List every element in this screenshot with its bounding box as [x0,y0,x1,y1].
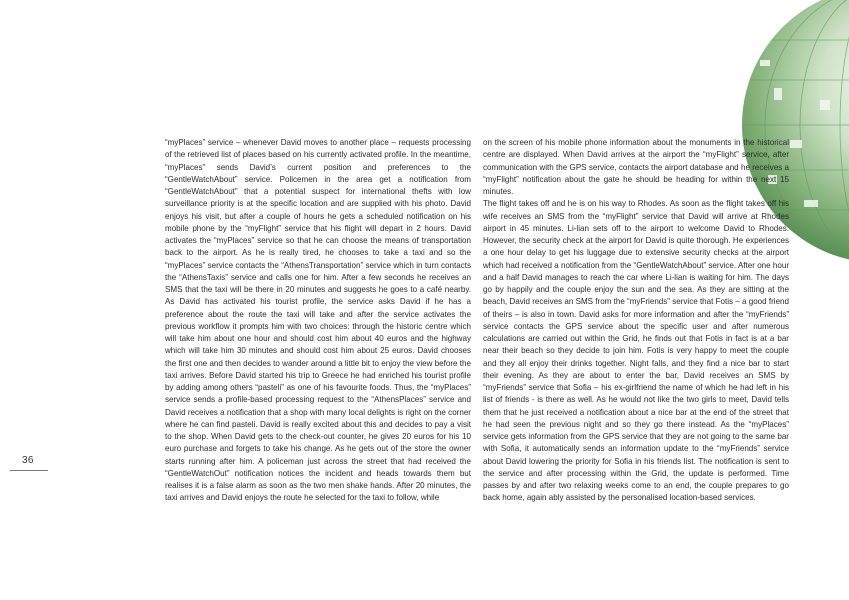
paragraph: on the screen of his mobile phone information about the monuments in the historical centre are displayed. When David arrives at the airport the “myFlight” service, after communication with the GPS service, contacts the airport database and he receives a “myFlight” notification about the gate he should be heading for within the next 15 minutes. [483,138,789,196]
left-column [165,137,471,505]
right-column [483,137,789,505]
paragraph: The flight takes off and he is on his way to Rhodes. As soon as the flight takes off his wife receives an SMS from the “myFlight” service that David will arrive at Rhodes airport in 45 minutes. Li-lian sets off to the airport to welcome David to Rhodes. However, the security check at the airport for David is quite thorough. He experiences a one hour delay to get his luggage due to extensive security checks at the airport which had received a notification from the “GentleWatchAbout” service. After one hour and a half David manages to reach the car where Li-lian is waiting for him. The days go by happily and the couple enjoy the sun and the sea. As they are sitting at the beach, David receives an SMS from the “myFriends” service that Fotis – a good friend of theirs – is also in town. David asks for more information and after the “myFriends” service contacts the GPS service about the specific user and after numerous calculations are carried out within the Grid, he finds out that Fotis in fact is at a bar near their beach so they decide to join him. Fotis is very happy to meet the couple and they all enjoy their drinks together. Night falls, and they find a nice bar to start their evening. As they are about to enter the bar, David receives an SMS by “myFriends” service that Sofia – his ex-girlfriend the name of which he had left in his list of friends - is there as well. As he would not like the two girls to meet, David tells them that he just received a notification about a nice bar at the end of the street that he had seen the previous night and so they go there instead. As the “myPlaces” service gets information from the GPS service that they are not going to the same bar with Sofia, it automatically sends an information update to the “myFriends” service about David lowering the priority for Sofia in his friends list. The notification is sent to the service and after processing within the Grid, the update is performed. Time passes by and after two relaxing weeks come to an end, the couple prepares to go back home, again ably assisted by the personalised location-based services. [483,199,789,503]
page-number-rule [10,470,48,471]
page-number: 36 [22,455,34,466]
paragraph: “myPlaces” service – whenever David moves to another place – requests processing of the retrieved list of places based on his currently activated profile. In the meantime, “myPlaces” sends David’s current position and preferences to the “GentleWatchAbout” service. Policemen in the area get a notification from “GentleWatchAbout” that a potential suspect for international thefts with low surveillance priority is at the specific location and are supplied with his photo. David enjoys his visit, but after a couple of hours he gets a scheduled notification on his mobile phone by the “myFlight” service that his flight will depart in 2 hours. David activates the “myPlaces” service so that he can choose the means of transportation back to the airport. As he is really tired, he chooses to take a taxi and so the “myPlaces” service contacts the “AthensTransportation” service which in turn contacts the “AthensTaxis” service and calls one for him. After a few seconds he receives an SMS that the taxi will be there in 20 minutes and suggests he goes to a café nearby. As David has activated his tourist profile, the service asks David if he has a preference about the route the taxi will take and after the service activates the previous workflow it prompts him with two choices: through the historic centre which will take him about one hour and should cost him about 40 euros and the highway which will take him 30 minutes and should cost him about 25 euros. David chooses the first one and then decides to wander around a little bit to enjoy the view before the taxi arrives. Before David started his trip to Greece he had enriched his tourist profile by adding among others “pasteli” as one of his favourite foods. Thus, the “myPlaces” service sends a profile-based processing request to the “AthensPlaces” service and David receives a notification that a shop with many local delights is right on the corner where he can find pasteli. David is really excited about this and decides to pay a visit to the shop. When David gets to the check-out counter, he gives 20 euros for his 10 euro purchase and forgets to take his change. As he gets out of the store the owner starts running after him. A policeman just across the street that had received the “GentleWatchOut” notification notices the incident and heads towards them but realises it is a false alarm as soon as the two men shake hands. After 20 minutes, the taxi arrives and David enjoys the route he selected for the taxi to follow, while [165,138,471,503]
